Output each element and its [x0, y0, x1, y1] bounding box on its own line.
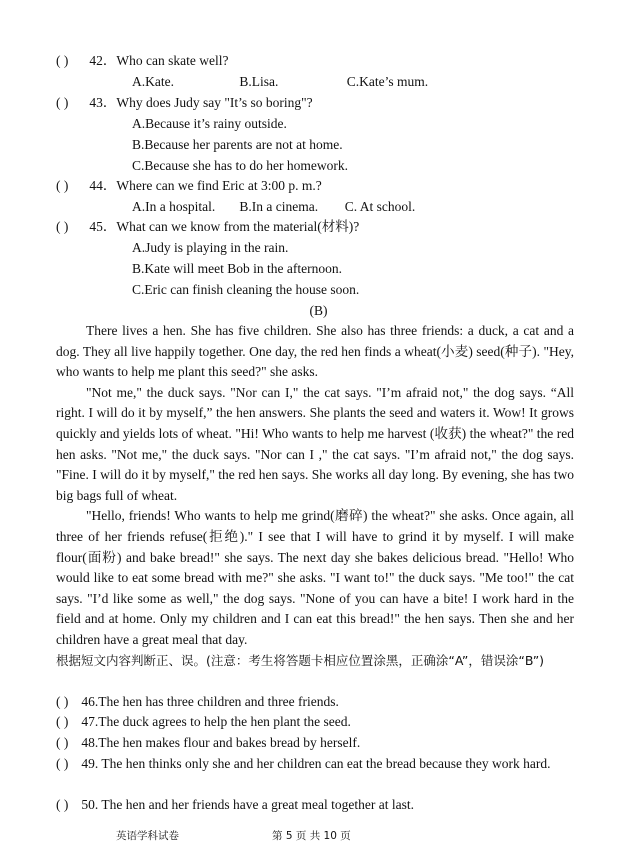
statement-49	[56, 754, 574, 774]
question-42-options	[132, 73, 428, 91]
answer-paren: ( )	[56, 95, 69, 110]
reading-passage	[56, 321, 574, 651]
answer-paren: ( )	[56, 714, 69, 729]
option-b: B.Lisa.	[239, 74, 279, 89]
option-b: B.In a cinema.	[239, 199, 319, 214]
statement-47	[56, 712, 574, 732]
question-text: 43．Why does Judy say "It’s so boring"?	[89, 95, 313, 110]
answer-paren: ( )	[56, 53, 69, 68]
question-text: 42．Who can skate well?	[89, 53, 229, 68]
option-a: A.Judy is playing in the rain.	[132, 240, 289, 255]
question-43	[56, 94, 597, 112]
question-text: 44．Where can we find Eric at 3:00 p. m.?	[89, 178, 322, 193]
option-a: A.Because it’s rainy outside.	[132, 116, 287, 131]
option-b: B.Kate will meet Bob in the afternoon.	[132, 261, 342, 276]
answer-paren: ( )	[56, 756, 69, 771]
question-45	[56, 218, 597, 236]
statement-text: 50. The hen and her friends have a great meal together at last.	[81, 797, 414, 812]
answer-paren: ( )	[56, 735, 69, 750]
statement-text: 46.The hen has three children and three friends.	[81, 694, 339, 709]
statement-text: 47.The duck agrees to help the hen plant the seed.	[81, 714, 351, 729]
statement-50	[56, 795, 574, 815]
section-b-title: (B)	[309, 303, 328, 318]
footer-subject: 英语学科试卷	[116, 830, 179, 842]
option-b: B.Because her parents are not at home.	[132, 137, 343, 152]
answer-paren: ( )	[56, 694, 69, 709]
answer-paren: ( )	[56, 219, 69, 234]
answer-paren: ( )	[56, 797, 69, 812]
question-42	[56, 52, 597, 70]
option-c: C.Eric can finish cleaning the house soon.	[132, 282, 360, 297]
answer-paren: ( )	[56, 178, 69, 193]
judgement-instruction: 根据短文内容判断正、误。(注意：考生将答题卡相应位置涂黑，正确涂“A”，错误涂“B”)	[56, 653, 545, 668]
option-c: C.Kate’s mum.	[346, 74, 429, 89]
passage-paragraph-3: "Hello, friends! Who wants to help me grind(磨碎) the wheat?" she asks. Once again, all three of her friends refuse(拒绝)." I see that I will have to grind it by myself. I will make flour(面粉) and bake bread!" she says. The next day she bakes delicious bread. "Hello! Who would like to eat some bread with me?" she asks. "I want to!" the duck says. "Me too!" the cat says. "I’d like some as well," the dog says. "None of you can have a bite! I work hard in the field and at home. Only my children and I can eat this bread!" the hen says. Then she and her children have a great meal that day.	[56, 508, 574, 647]
option-c: C.Because she has to do her homework.	[132, 158, 348, 173]
statement-46	[56, 692, 574, 712]
question-text: 45．What can we know from the material(材料)?	[89, 219, 360, 234]
option-c: C. At school.	[344, 199, 416, 214]
statement-48	[56, 733, 574, 753]
question-44	[56, 177, 597, 195]
question-44-options	[132, 198, 415, 216]
statement-text: 49. The hen thinks only she and her children can eat the bread because they work hard.	[81, 756, 551, 771]
option-a: A.In a hospital.	[132, 199, 216, 214]
option-a: A.Kate.	[132, 74, 174, 89]
passage-paragraph-2: "Not me," the duck says. "Nor can I," the cat says. "I’m afraid not," the dog says. “All right. I will do it by myself,” the hen answers. She plants the seed and waters it. Wow! It grows quickly and yields lots of wheat. "Hi! Who wants to help me harvest (收获) the wheat?" the red hen asks. "Not me," the duck says. "Nor can I ," the cat says. "I’m afraid not," the dog says. "Fine. I will do it by myself," the red hen says. She works all day long. By evening, she has two big bags full of wheat.	[56, 384, 574, 503]
footer-page-number: 第 5 页 共 10 页	[272, 830, 351, 842]
passage-paragraph-1: There lives a hen. She has five children. She also has three friends: a duck, a cat and a dog. They all live happily together. One day, the red hen finds a wheat(小麦) seed(种子). "Hey, who wants to help me plant this seed?" she asks.	[56, 323, 574, 380]
statement-text: 48.The hen makes flour and bakes bread by herself.	[81, 735, 361, 750]
